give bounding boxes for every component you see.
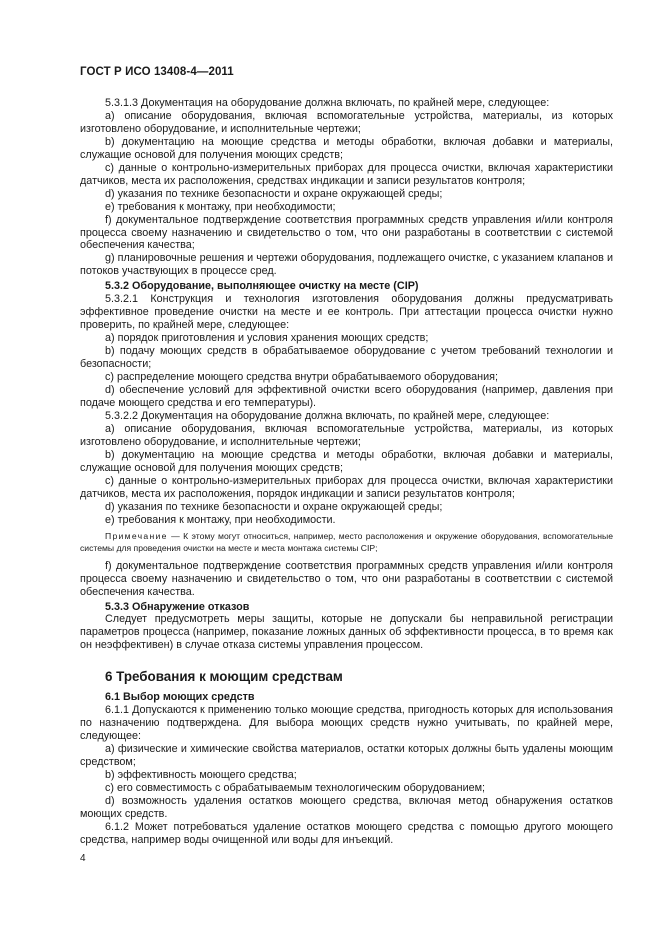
note-label: Примечание <box>105 531 168 542</box>
clause-5-3-2-2: 5.3.2.2 Документация на оборудование должна включать, по крайней мере, следующее: <box>105 409 550 422</box>
document-body <box>80 97 613 847</box>
section-heading-5-3-2: 5.3.2 Оборудование, выполняющее очистку на месте (CIP) <box>105 280 419 293</box>
list-item: d) указания по технике безопасности и охране окружающей среды; <box>105 500 443 513</box>
list-item: d) обеспечение условий для эффективной очистки всего оборудования (например, давления при подаче моющего средства и его температуры). <box>80 383 613 409</box>
clause-6-1-1: 6.1.1 Допускаются к применению только моющие средства, пригодность которых для использования по назначению подтверждена. Для выбора моющих средств нужно учитывать, по крайней мере, следующее: <box>80 704 613 743</box>
list-item: a) порядок приготовления и условия хранения моющих средств; <box>105 332 429 345</box>
clause-5-3-1-3: 5.3.1.3 Документация на оборудование должна включать, по крайней мере, следующее: <box>105 97 550 109</box>
list-item: d) указания по технике безопасности и охране окружающей среды; <box>105 187 443 200</box>
list-item: g) планировочные решения и чертежи оборудования, подлежащего очистке, с указанием клапанов и потоков участвующих в процессе сред. <box>80 252 613 278</box>
list-item: a) физические и химические свойства материалов, остатки которых должны быть удалены моющим средством; <box>80 743 613 769</box>
list-item: f) документальное подтверждение соответствия программных средств управления и/или контроля процесса своему назначению и свидетельство о том, что они разработаны в соответствии с системой обеспечения качества; <box>80 213 613 252</box>
list-item: c) его совместимость с обрабатываемым технологическим оборудованием; <box>105 781 486 794</box>
list-item: b) документацию на моющие средства и методы обработки, включая добавки и материалы, служащие основой для получения моющих средств; <box>80 135 613 161</box>
list-item: c) данные о контрольно-измерительных приборах для процесса очистки, включая характеристики датчиков, места их расположения, порядок индикации и записи результатов контроля; <box>80 474 613 500</box>
section-heading-6-1: 6.1 Выбор моющих средств <box>105 691 255 704</box>
document-header: ГОСТ Р ИСО 13408-4—2011 <box>80 66 234 78</box>
clause-5-3-2-1: 5.3.2.1 Конструкция и технология изготовления оборудования должны предусматривать эффективное проведение очистки на месте и ее контроль. При аттестации процесса очистки нужно проверить, по крайней мере, следующее: <box>80 293 613 332</box>
list-item: d) возможность удаления остатков моющего средства, включая метод обнаружения остатков моющих средств. <box>80 794 613 820</box>
section-heading-6: 6 Требования к моющим средствам <box>105 669 343 685</box>
note-text: — К этому могут относиться, например, место расположения и окружение оборудования, вспомогательные системы для проведения очистки на месте и места монтажа системы CIP; <box>80 531 613 554</box>
list-item: b) подачу моющих средств в обрабатываемое оборудование с учетом требований технологии и безопасности; <box>80 345 613 371</box>
list-item: a) описание оборудования, включая вспомогательные устройства, материалы, из которых изготовлено оборудование, и исполнительные чертежи; <box>80 109 613 135</box>
list-item: c) распределение моющего средства внутри обрабатываемого оборудования; <box>105 371 499 384</box>
clause-5-3-3: Следует предусмотреть меры защиты, которые не допускали бы неправильной регистрации параметров процесса (например, показание ложных данных об эффективности процесса, в то время как он неэффективен) в случае отказа системы управления процессом. <box>80 613 613 652</box>
list-item: e) требования к монтажу, при необходимости. <box>105 513 336 526</box>
clause-6-1-2: 6.1.2 Может потребоваться удаление остатков моющего средства с помощью другого моющего средства, например воды очищенной или воды для инъекций. <box>80 820 613 846</box>
list-item: b) эффективность моющего средства; <box>105 769 297 782</box>
section-heading-5-3-3: 5.3.3 Обнаружение отказов <box>105 600 250 613</box>
note <box>80 531 613 554</box>
list-item: a) описание оборудования, включая вспомогательные устройства, материалы, из которых изготовлено оборудование, и исполнительные чертежи; <box>80 422 613 448</box>
list-item: c) данные о контрольно-измерительных приборах для процесса очистки, включая характеристики датчиков, места их расположения, средствах индикации и записи результатов контроля; <box>80 161 613 187</box>
list-item: e) требования к монтажу, при необходимости; <box>105 200 336 213</box>
list-item: b) документацию на моющие средства и методы обработки, включая добавки и материалы, служащие основой для получения моющих средств; <box>80 448 613 474</box>
list-item: f) документальное подтверждение соответствия программных средств управления и/или контроля процесса своему назначению и свидетельство о том, что они разработаны в соответствии с системой обеспечения качества. <box>80 559 613 598</box>
page-number: 4 <box>80 853 86 864</box>
